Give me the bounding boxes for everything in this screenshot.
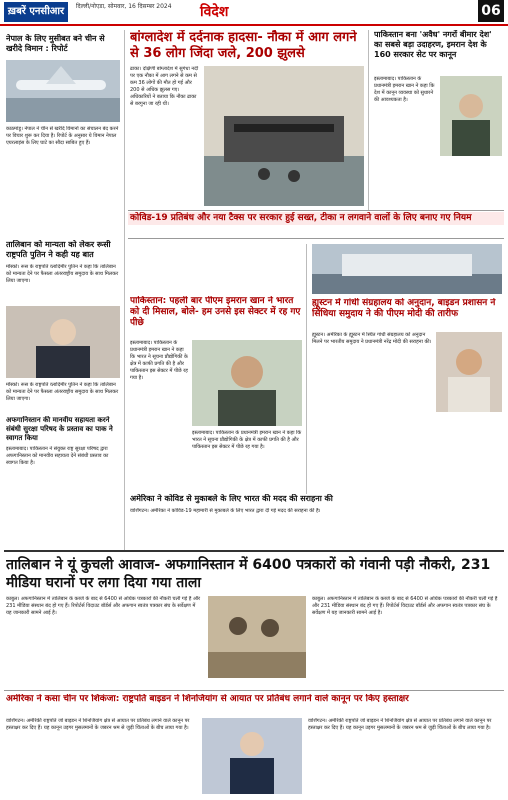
us-china-body: वाशिंगटन। अमेरिकी राष्ट्रपति जो बाइडन ने शिनजियांग क्षेत्र से आयात पर प्रतिबंध लगाने वाले कानून पर हस्ताक्षर कर दिए हैं। यह कानून उइगर मुसलमानों के जबरन श्रम से जुड़ी चिंताओं के बीच लाया गया है। (6, 718, 190, 731)
bangladesh-headline: बांग्लादेश में दर्दनाक हादसा- नौका में आग लगने से 36 लोग जिंदा जले, 200 झुलसे (130, 30, 357, 61)
nepal-photo (6, 60, 120, 122)
pak-imran-body-more: इस्लामाबाद। पाकिस्तान के प्रधानमंत्री इमरान खान ने कहा कि भारत ने सूचना प्रौद्योगिकी के क्षेत्र में काफी प्रगति की है और पाकिस्तान इस सेक्टर में पीछे रह गया है। (192, 430, 302, 450)
houston-body: ह्यूस्टन। अमेरिका के ह्यूस्टन में स्थित गांधी संग्रहालय को अनुदान मिलने पर भारतीय समुदाय ने प्रधानमंत्री नरेंद्र मोदी की सराहना की। (312, 332, 432, 345)
covid-banner-headline: कोविड-19 प्रतिबंध और नया टैक्स पर सरकार हुई सख्त, टीका न लगवाने वालों के लिए बनाए गए नियम (128, 212, 504, 225)
dateline: दिल्ली/नोएडा, सोमवार, 16 दिसम्बर 2024 (76, 3, 172, 10)
us-china-headline: अमेरिका ने कसा चीन पर शिकंजा: राष्ट्रपति बाइडन ने शिनजियांग से आयात पर प्रतिबंध लगाने वाले कानून पर किए हस्ताक्षर (6, 694, 409, 704)
afghan-un-headline: अफगानिस्तान की मानवीय सहायता करने संबंधी सुरक्षा परिषद के प्रस्ताव का पाक ने स्वागत किया (6, 416, 113, 442)
imran-khan-photo (192, 340, 302, 426)
taliban-journalists-body-more: काबुल। अफगानिस्तान में तालिबान के कब्जे के बाद से 6400 से अधिक पत्रकारों की नौकरी चली गई है और 231 मीडिया संस्थान बंद हो गए हैं। रिपोर्टर्स विदाउट बॉर्डर्स और अफगान स्वतंत्र पत्रकार संघ के सर्वेक्षण में यह जानकारी सामने आई है। (312, 596, 498, 616)
pakistan-box-body: इस्लामाबाद। पाकिस्तान के प्रधानमंत्री इमरान खान ने कहा कि देश में कानून व्यवस्था को सुधारने की आवश्यकता है। (374, 76, 435, 103)
ferry-fire-photo (204, 66, 364, 206)
biden-photo (202, 718, 302, 794)
banner-bottom-rule (128, 238, 504, 239)
column-divider (124, 30, 125, 550)
bangladesh-body: ढाका। दक्षिणी बांग्लादेश में सुगंधा नदी पर एक नौका में आग लगने से कम से कम 36 लोगों की मौत हो गई और 200 से अधिक झुलस गए। अधिकारियों ने बताया कि नौका ढाका से बरगुना जा रही थी। (130, 66, 199, 107)
banner-top-rule (128, 210, 504, 211)
airplane-image (6, 60, 120, 122)
houston-headline: ह्यूस्टन में गांधी संग्रहालय को अनुदान, बाइडन प्रशासन ने सिंधिया समुदाय ने की पीएम मोदी की तारीफ (312, 298, 496, 319)
section-title: विदेश (200, 4, 229, 20)
lower-section-rule (4, 550, 504, 552)
imran-photo-small (440, 76, 502, 156)
putin-photo (6, 306, 120, 378)
page-number: 06 (478, 0, 504, 22)
taliban-journalists-body: काबुल। अफगानिस्तान में तालिबान के कब्जे के बाद से 6400 से अधिक पत्रकारों की नौकरी चली गई है और 231 मीडिया संस्थान बंद हो गए हैं। रिपोर्टर्स विदाउट बॉर्डर्स और अफगान स्वतंत्र पत्रकार संघ के सर्वेक्षण में यह जानकारी सामने आई है। (6, 596, 201, 616)
pak-imran-body: इस्लामाबाद। पाकिस्तान के प्रधानमंत्री इमरान खान ने कहा कि भारत ने सूचना प्रौद्योगिकी के क्षेत्र में काफी प्रगति की है और पाकिस्तान इस सेक्टर में पीछे रह गया है। (130, 340, 188, 381)
ferry-people-photo (312, 244, 502, 294)
putin-body-more: मॉस्को। रूस के राष्ट्रपति व्लादिमीर पुतिन ने कहा कि तालिबान को मान्यता देने पर फैसला अंतरराष्ट्रीय समुदाय के साथ मिलकर लिया जाएगा। (6, 382, 119, 402)
column-divider-right (368, 30, 369, 210)
nepal-headline: नेपाल के लिए मुसीबत बने चीन से खरीदे विमान : रिपोर्ट (6, 34, 105, 53)
us-covid-body: वाशिंगटन। अमेरिका ने कोविड-19 महामारी से मुकाबले के लिए भारत द्वारा दी गई मदद की सराहना की है। (130, 508, 321, 514)
taliban-journalists-headline: तालिबान ने यूं कुचली आवाज- अफगानिस्तान में 6400 पत्रकारों को गंवानी पड़ी नौकरी, 231 मीडिया घरानों पर लगा दिया गया ताला (6, 557, 491, 591)
column-divider-mid (306, 244, 307, 494)
pakistan-box-headline: पाकिस्तान बना 'अवैध' नगरों बीमार देश' का सबसे बड़ा उदाहरण, इमरान देश के 160 सरकार सेट पर कानून (374, 30, 492, 59)
afghan-un-body: इस्लामाबाद। पाकिस्तान ने संयुक्त राष्ट्र सुरक्षा परिषद द्वारा अफगानिस्तान को मानवीय सहायता देने संबंधी प्रस्ताव का स्वागत किया है। (6, 446, 109, 466)
taliban-photo (208, 596, 306, 678)
us-china-body-more: वाशिंगटन। अमेरिकी राष्ट्रपति जो बाइडन ने शिनजियांग क्षेत्र से आयात पर प्रतिबंध लगाने वाले कानून पर हस्ताक्षर कर दिए हैं। यह कानून उइगर मुसलमानों के जबरन श्रम से जुड़ी चिंताओं के बीच लाया गया है। (308, 718, 492, 731)
pak-imran-headline: पाकिस्तान: पहली बार पीएम इमरान खान ने भारत को दी मिसाल, बोले- हम उनसे इस सेक्टर में रह गए पीछे (130, 296, 301, 328)
modi-photo (436, 332, 502, 412)
bottom-rule (4, 690, 504, 691)
taliban-russia-headline: तालिबान को मान्यता को लेकर रूसी राष्ट्रपति पुतिन ने कही यह बात (6, 240, 111, 259)
masthead (0, 0, 508, 26)
us-covid-headline: अमेरिका ने कोविड से मुकाबले के लिए भारत की मदद की सराहना की (130, 494, 333, 503)
nepal-body: काठमांडू। नेपाल ने चीन से खरीदे विमानों का संचालन बंद करने पर विचार शुरू कर दिया है। रिपोर्ट के अनुसार ये विमान नेपाल एयरलाइंस के लिए घाटे का सौदा साबित हुए हैं। (6, 126, 119, 146)
brand-logo: ख़बरें एनसीआर (4, 2, 68, 22)
taliban-russia-body: मॉस्को। रूस के राष्ट्रपति व्लादिमीर पुतिन ने कहा कि तालिबान को मान्यता देने पर फैसला अंतरराष्ट्रीय समुदाय के साथ मिलकर लिया जाएगा। (6, 264, 119, 284)
